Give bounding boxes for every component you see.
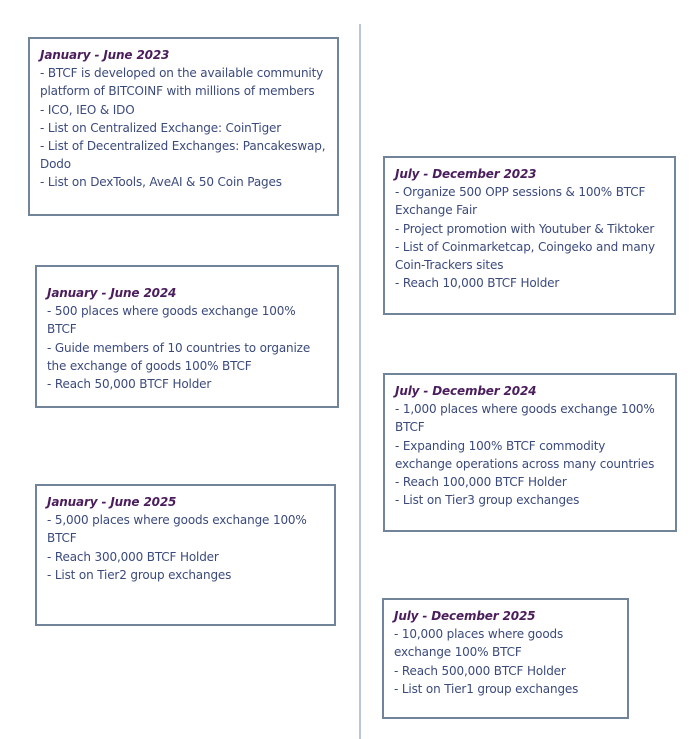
- milestone-period: July - December 2023: [395, 167, 537, 181]
- milestone-item: - Project promotion with Youtuber & Tiktoker: [395, 221, 655, 236]
- milestone-items: [395, 400, 665, 509]
- milestone-item: - Guide members of 10 countries to organize the exchange of goods 100% BTCF: [47, 340, 311, 373]
- milestone-card-2025-h2: [382, 598, 629, 719]
- milestone-item: - Reach 50,000 BTCF Holder: [47, 377, 212, 392]
- milestone-items: [395, 183, 664, 292]
- milestone-item: - 5,000 places where goods exchange 100% BTCF: [47, 513, 307, 546]
- milestone-items: [47, 302, 327, 393]
- milestone-item: - Reach 500,000 BTCF Holder: [394, 663, 566, 678]
- milestone-items: [394, 625, 617, 698]
- milestone-period: January - June 2023: [40, 48, 170, 62]
- milestone-card-2025-h1: [35, 484, 336, 626]
- milestone-item: - List of Decentralized Exchanges: Pancakeswap, Dodo: [40, 139, 326, 172]
- milestone-period: July - December 2024: [395, 384, 537, 398]
- milestone-card-2023-h1: [28, 37, 339, 216]
- milestone-card-2023-h2: [383, 156, 676, 315]
- milestone-item: - List on Centralized Exchange: CoinTiger: [40, 120, 282, 135]
- milestone-period: January - June 2024: [47, 286, 177, 300]
- milestone-item: - Reach 10,000 BTCF Holder: [395, 276, 560, 291]
- milestone-item: - 10,000 places where goods exchange 100% BTCF: [394, 627, 564, 660]
- milestone-period: January - June 2025: [47, 495, 177, 509]
- milestone-item: - List on Tier3 group exchanges: [395, 493, 580, 508]
- milestone-item: - Reach 300,000 BTCF Holder: [47, 549, 219, 564]
- milestone-item: - 1,000 places where goods exchange 100% BTCF: [395, 402, 655, 435]
- milestone-period: July - December 2025: [394, 609, 536, 623]
- milestone-item: - BTCF is developed on the available community platform of BITCOINF with millions of members: [40, 66, 324, 99]
- milestone-item: - List on Tier1 group exchanges: [394, 681, 579, 696]
- milestone-item: - ICO, IEO & IDO: [40, 102, 135, 117]
- milestone-item: - 500 places where goods exchange 100% BTCF: [47, 304, 296, 337]
- milestone-items: [47, 511, 324, 584]
- milestone-item: - List on Tier2 group exchanges: [47, 567, 232, 582]
- milestone-item: - List of Coinmarketcap, Coingeko and many Coin-Trackers sites: [395, 239, 655, 273]
- milestone-item: - Organize 500 OPP sessions & 100% BTCF Exchange Fair: [395, 185, 646, 218]
- milestone-items: [40, 64, 327, 191]
- milestone-item: - List on DexTools, AveAI & 50 Coin Pages: [40, 175, 282, 190]
- timeline-divider-line: [359, 24, 361, 739]
- milestone-item: - Expanding 100% BTCF commodity exchange operations across many countries: [395, 438, 655, 471]
- milestone-item: - Reach 100,000 BTCF Holder: [395, 475, 567, 490]
- milestone-card-2024-h1: [35, 265, 339, 408]
- milestone-card-2024-h2: [383, 373, 677, 532]
